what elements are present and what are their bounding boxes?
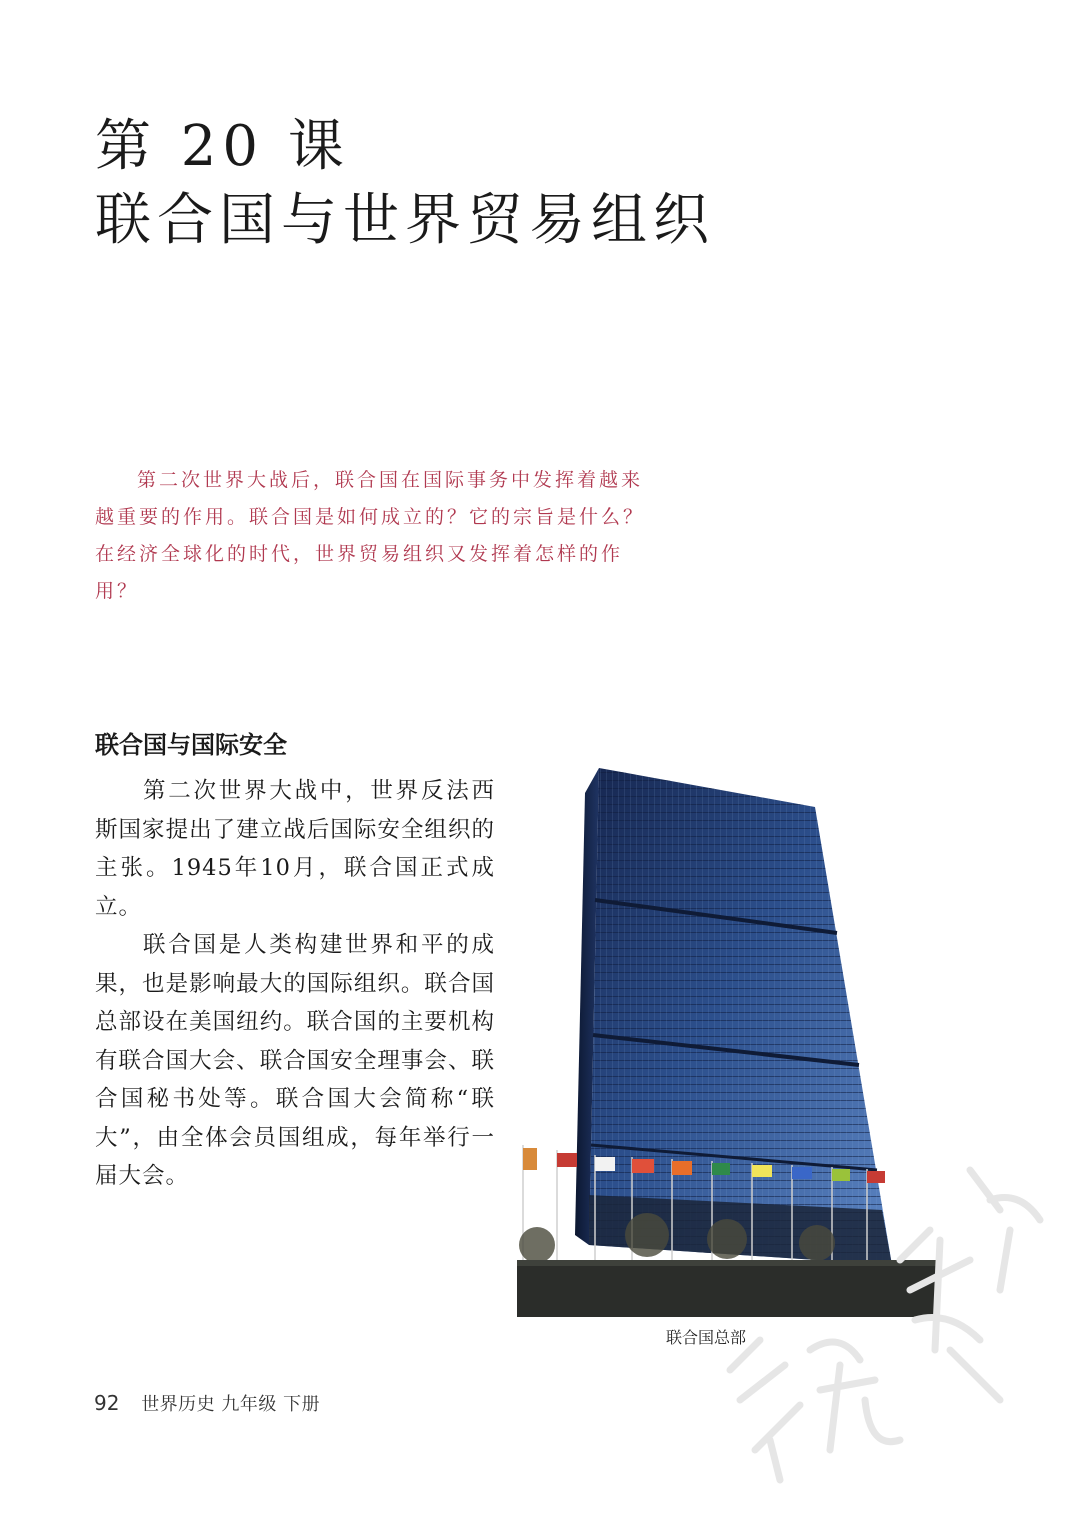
lesson-name: 联合国与世界贸易组织 (95, 188, 715, 253)
un-headquarters-photo (517, 765, 940, 1317)
book-title: 世界历史 九年级 下册 (141, 1394, 321, 1415)
body-paragraph: 第二次世界大战中，世界反法西斯国家提出了建立战后国际安全组织的主张。1945年10月，联合国正式成立。 (95, 778, 495, 920)
body-paragraph: 联合国是人类构建世界和平的成果，也是影响最大的国际组织。联合国总部设在美国纽约。联合国的主要机构有联合国大会、联合国安全理事会、联合国秘书处等。联合国大会简称“联大”，由全体会员国组成，每年举行一届大会。 (95, 932, 495, 1189)
lesson-title (95, 110, 715, 258)
lesson-number: 第 20 课 (95, 114, 350, 179)
photo-caption: 联合国总部 (665, 1328, 746, 1347)
section-body (95, 772, 495, 1196)
intro-paragraph: 第二次世界大战后，联合国在国际事务中发挥着越来越重要的作用。联合国是如何成立的？它的宗旨是什么？在经济全球化的时代，世界贸易组织又发挥着怎样的作用？ (95, 469, 646, 602)
page-footer (94, 1390, 320, 1416)
page-number: 92 (94, 1391, 120, 1415)
section-heading: 联合国与国际安全 (95, 731, 287, 759)
